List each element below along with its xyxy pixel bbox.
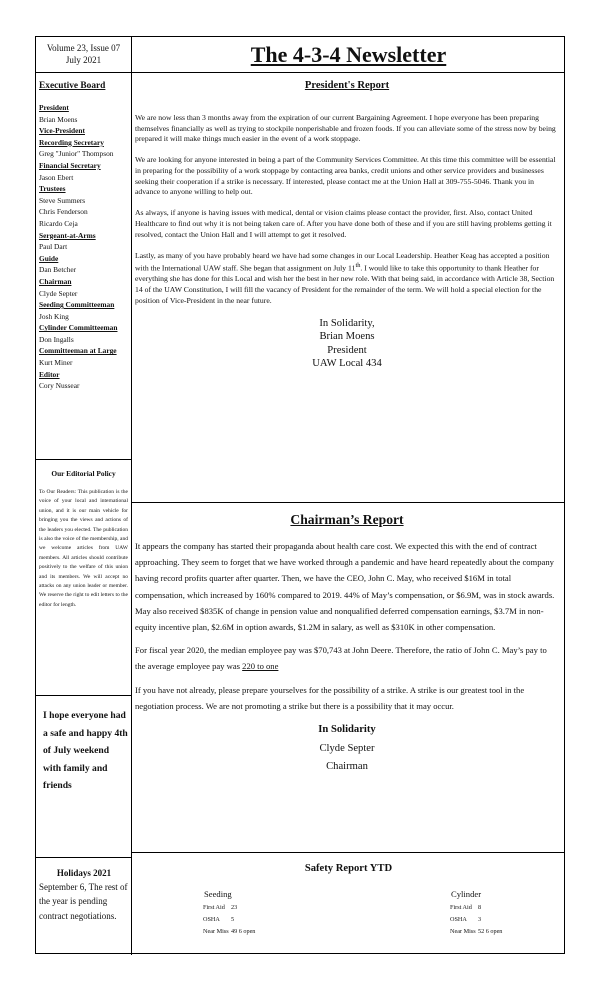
safety-row [450,926,502,938]
safety-label: First Aid [450,904,472,911]
board-role-heading: Chairman [39,276,72,286]
ordinal-suffix: th [355,262,361,270]
presidents-report [132,73,565,503]
safety-group-cylinder [450,887,502,938]
board-member-name: Jason Ebert [39,172,74,182]
editorial-policy [36,459,131,610]
executive-board-title: Executive Board [39,81,106,91]
holidays-box [36,857,131,923]
presidents-report-body [135,113,559,306]
safety-row [450,914,502,926]
board-role-heading: Trustees [39,184,66,194]
board-role-heading: Recording Secretary [39,137,104,147]
board-member-name: Kurt Miner [39,358,73,368]
board-member-name: Greg "Junior" Thompson [39,149,114,159]
editorial-policy-body: To Our Readers: This publication is the voice of your local and international union, and it is our main vehicle for bringing you the views and actions of the leaders you elected. The publication is also the voice of the membership, and we welcome articles from UAW members. All articles should contribute positively to the welfare of this union and its members. We will accept no attacks on any union leader or member. We reserve the right to edit letters to the editor for length. [39,489,128,608]
holidays-title: Holidays 2021 [56,868,112,878]
report-paragraph: We are looking for anyone interested in being a part of the Community Services Committee. At this time this committee will be essential in preparing for the possibility of a work stoppage by contacting area banks, credit unions and other service providers and businesses seeking their cooperation if a strike is necessary. If interested, please contact me at the Union Hall at 309-755-5046. Thank you in advance to anyone willing to help out. [135,155,556,197]
issue-info [36,37,131,73]
board-member-name: Ricardo Ceja [39,218,78,228]
safety-row [450,902,502,914]
safety-row [203,926,255,938]
safety-value: 49 6 open [231,928,256,935]
safety-value: 52 6 open [478,928,503,935]
board-role-heading: Guide [39,253,59,263]
safety-row [203,902,255,914]
safety-label: Near Miss [203,928,229,935]
report-paragraph [135,251,559,307]
board-member-name: Cory Nussear [39,381,80,391]
board-role-heading: President [39,103,69,112]
safety-label: Near Miss [450,928,476,935]
board-member-name: Steve Summers [39,195,86,205]
board-role-heading: Seeding Committeeman [39,300,115,310]
safety-label: OSHA [203,916,220,923]
executive-board [36,73,131,392]
report-paragraph [135,642,559,674]
editorial-policy-title: Our Editorial Policy [51,469,116,478]
greeting-box: I hope everyone had a safe and happy 4th of July weekend with family and friends [36,695,131,795]
newsletter-title: The 4-3-4 Newsletter [132,37,565,73]
board-role-heading: Editor [39,369,60,379]
executive-board-list [39,102,131,392]
board-role-heading: Financial Secretary [39,160,101,170]
sidebar [36,37,132,955]
chairmans-report [132,503,565,853]
signoff-line: In Solidarity, [319,317,375,329]
safety-group-name: Seeding [204,889,232,899]
board-member-name: Brian Moens [39,114,78,124]
main-content [132,37,565,955]
safety-label: First Aid [203,904,225,911]
paragraph-text: Lastly, as many of you have probably heard we have had some changes in our Local Leadership. Heather Keag has accepted a position with the International UAW staff. She began that assignment on July 11 [135,250,550,273]
safety-report [132,853,565,955]
report-paragraph: It appears the company has started their propaganda about health care cost. We expected this with the end of contract approaching. They seem to forget that we have worked through a pandemic and have heard repeatedly about the company having record profits quarter after quarter. Then, we have the CEO, John C. May, who received $16M in total compensation, which increased by 160% compared to 2019. 44% of May’s compensation, or $6.9M, was in stock awards. May also received $835K of change in pension value and nonqualified deferred compensation earnings, $3.7M in non-equity incentive plan, $2.6M in option awards, $1.2M in salary, as well as $310K in other compensation. [135,541,555,633]
chairmans-report-title: Chairman’s Report [290,512,404,527]
report-paragraph: We are now less than 3 months away from the expiration of our current Bargaining Agreement. I hope everyone has been preparing themselves financially as well as trying to stockpile nonperishable and frozen foods. If you can alleviate some of the stress now by being prepared it will make things much easier in the event of a work stoppage. [135,113,556,144]
report-paragraph: As always, if anyone is having issues with medical, dental or vision claims please contact the provider, first. Also, contact United Healthcare to find out why it is not being taken care of. After you have done both of these and if you are still having problems getting it resolved, contact the Union Hall and I will attempt to get it resolved. [135,208,552,239]
safety-value: 8 [478,904,482,911]
board-role-heading: Vice-President [39,126,85,136]
board-member-name: Don Ingalls [39,334,74,344]
presidents-signoff [135,317,559,371]
presidents-report-title: President's Report [304,80,390,91]
board-role-heading: Sergeant-at-Arms [39,230,96,240]
safety-row [203,914,255,926]
newsletter-page [35,36,565,954]
board-role-heading: Cylinder Committeeman [39,323,118,333]
board-member-name: Josh King [39,311,69,321]
board-member-name: Paul Dart [39,242,68,252]
safety-group-name: Cylinder [451,889,482,899]
safety-value: 3 [478,916,482,923]
chairmans-report-body [135,538,559,714]
board-member-name: Chris Fenderson [39,207,88,217]
safety-report-title: Safety Report YTD [304,863,393,874]
signoff-name: Clyde Septer [319,742,375,754]
board-member-name: Dan Betcher [39,265,77,275]
signoff-line: In Solidarity [318,724,376,736]
chairmans-signoff [135,721,559,777]
paragraph-text: For fiscal year 2020, the median employee pay was $70,743 at John Deere. Therefore, the ratio of John C. May’s pay to the average employee pay was [135,645,547,672]
report-paragraph: If you have not already, please prepare yourselves for the possibility of a strike. A strike is our greatest tool in the negotiation process. We are not promoting a strike but there is a possibility that it may occur. [135,684,525,711]
pay-ratio: 220 to one [242,661,279,672]
signoff-role: President [327,344,367,356]
safety-value: 5 [231,916,235,923]
board-member-name: Clyde Septer [39,288,78,298]
paragraph-text: . I would like to take this opportunity to thank Heather for everything she has done for this Local and wish her the best in her new role. With that being said, in accordance with Article 38, Section 14 of the UAW Constitution, I will fill the vacancy of President for the remainder of the term. We will hold a special election for the position of Vice-President in the near future. [135,263,555,305]
safety-value: 23 [231,904,238,911]
issue-date: July 2021 [65,55,102,65]
signoff-role: Chairman [326,761,368,773]
signoff-local: UAW Local 434 [312,358,382,370]
issue-volume: Volume 23, Issue 07 [46,43,121,53]
signoff-name: Brian Moens [319,331,375,343]
holidays-body: September 6, The rest of the year is pending contract negotiations. [39,882,128,921]
safety-group-seeding [203,887,255,938]
safety-label: OSHA [450,916,467,923]
board-role-heading: Committeeman at Large [39,346,117,356]
